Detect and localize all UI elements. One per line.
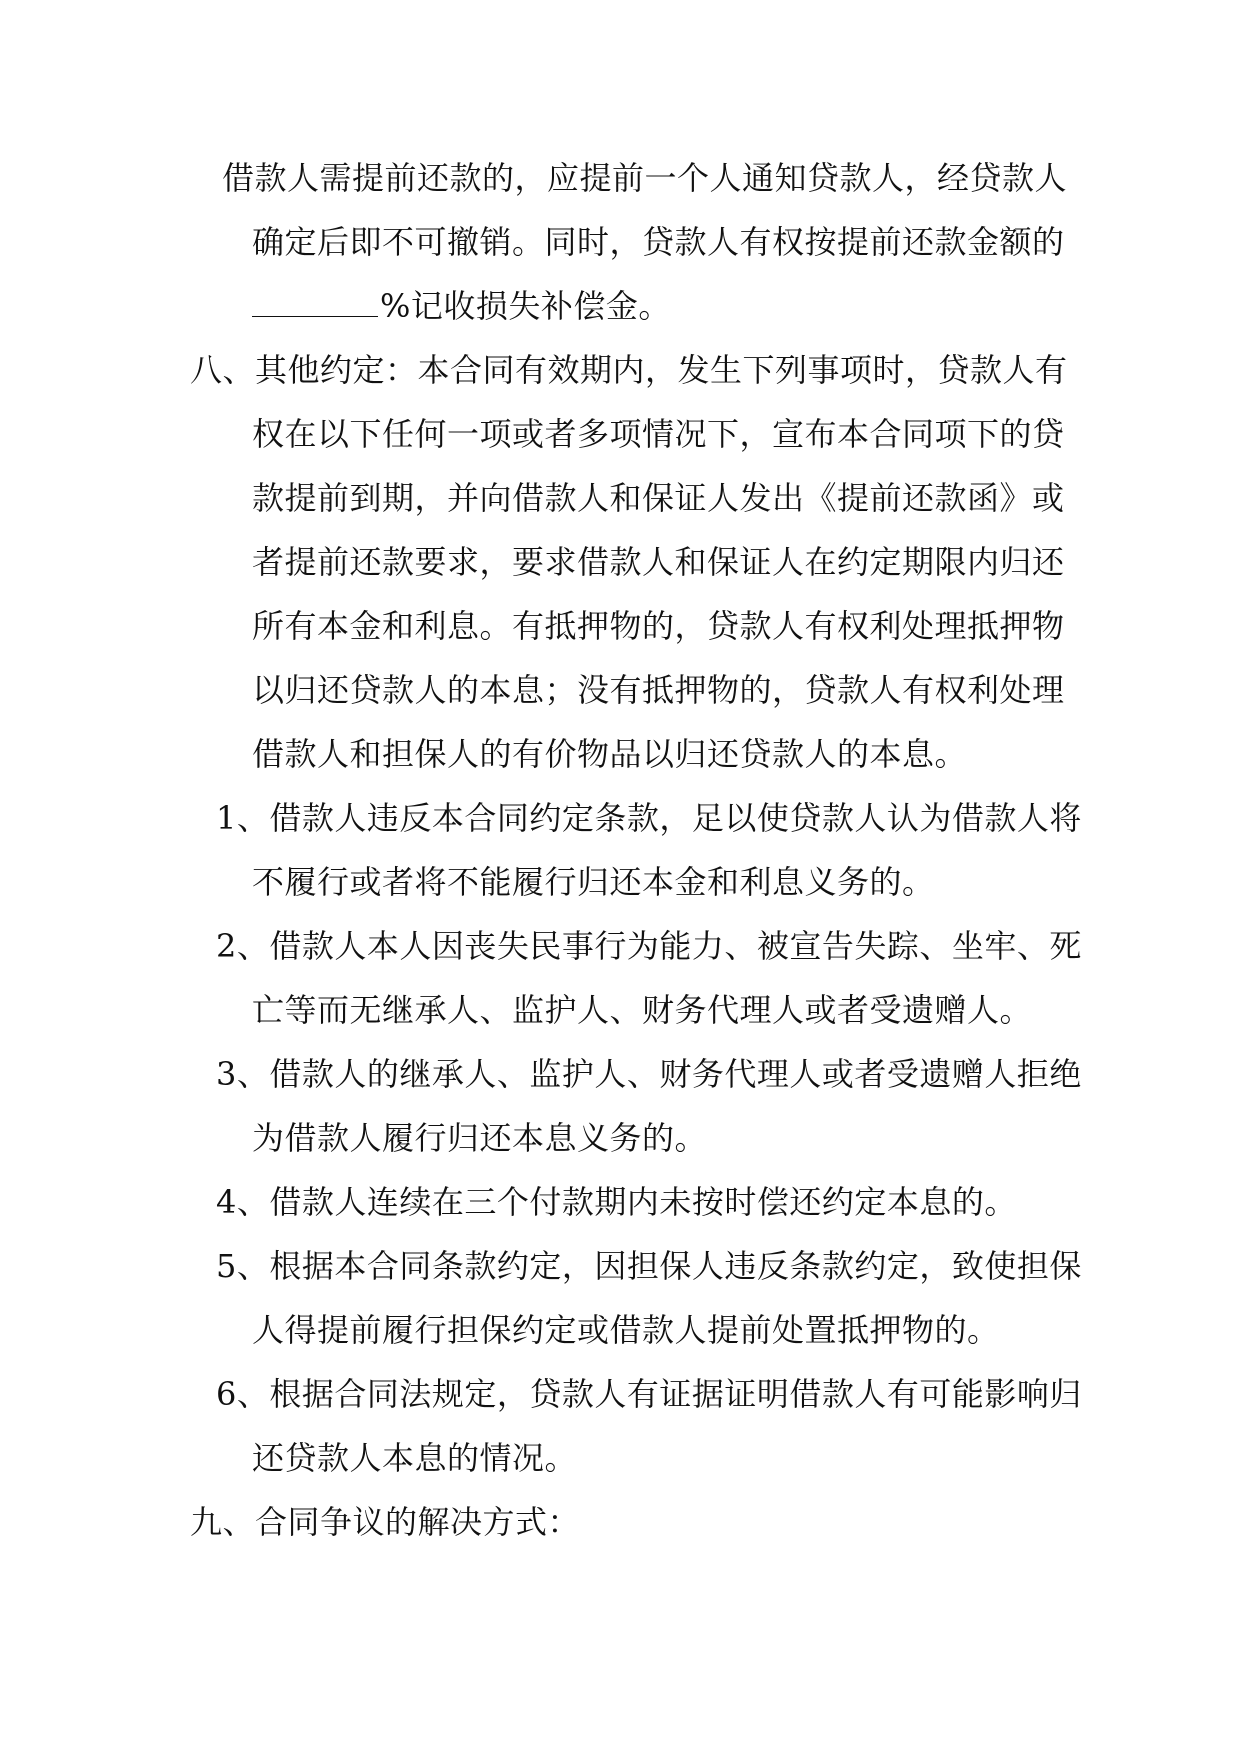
section-8-line-2: 权在以下任何一项或者多项情况下，宣布本合同项下的贷 (252, 415, 1065, 453)
item-5-line-1: 5、根据本合同条款约定，因担保人违反条款约定，致使担保 (216, 1247, 1082, 1285)
item-3-line-2: 为借款人履行归还本息义务的。 (252, 1119, 708, 1157)
section-8-line-5: 所有本金和利息。有抵押物的，贷款人有权利处理抵押物 (252, 607, 1065, 645)
section-8-line-6: 以归还贷款人的本息；没有抵押物的，贷款人有权利处理 (252, 671, 1065, 709)
prepay-clause-line-3-text: %记收损失补偿金。 (380, 287, 671, 325)
section-8-line-7: 借款人和担保人的有价物品以归还贷款人的本息。 (252, 735, 968, 773)
section-8-line-1: 八、其他约定：本合同有效期内，发生下列事项时，贷款人有 (190, 351, 1068, 389)
prepay-clause-line-2: 确定后即不可撤销。同时，贷款人有权按提前还款金额的 (252, 223, 1065, 261)
prepay-clause-line-3 (252, 286, 671, 326)
section-9-heading: 九、合同争议的解决方式： (190, 1503, 581, 1541)
prepay-clause-line-1: 借款人需提前还款的，应提前一个人通知贷款人，经贷款人 (222, 159, 1068, 197)
item-6-line-1: 6、根据合同法规定，贷款人有证据证明借款人有可能影响归 (216, 1375, 1082, 1413)
item-6-line-2: 还贷款人本息的情况。 (252, 1439, 578, 1477)
item-4-line-1: 4、借款人连续在三个付款期内未按时偿还约定本息的。 (216, 1183, 1017, 1221)
item-2-line-1: 2、借款人本人因丧失民事行为能力、被宣告失踪、坐牢、死 (216, 927, 1082, 965)
blank-fill-line[interactable] (252, 286, 378, 317)
item-1-line-2: 不履行或者将不能履行归还本金和利息义务的。 (252, 863, 935, 901)
item-3-line-1: 3、借款人的继承人、监护人、财务代理人或者受遗赠人拒绝 (216, 1055, 1082, 1093)
section-8-line-3: 款提前到期，并向借款人和保证人发出《提前还款函》或 (252, 479, 1065, 517)
item-2-line-2: 亡等而无继承人、监护人、财务代理人或者受遗赠人。 (252, 991, 1033, 1029)
section-8-line-4: 者提前还款要求，要求借款人和保证人在约定期限内归还 (252, 543, 1065, 581)
item-1-line-1: 1、借款人违反本合同约定条款，足以使贷款人认为借款人将 (216, 799, 1082, 837)
item-5-line-2: 人得提前履行担保约定或借款人提前处置抵押物的。 (252, 1311, 1000, 1349)
